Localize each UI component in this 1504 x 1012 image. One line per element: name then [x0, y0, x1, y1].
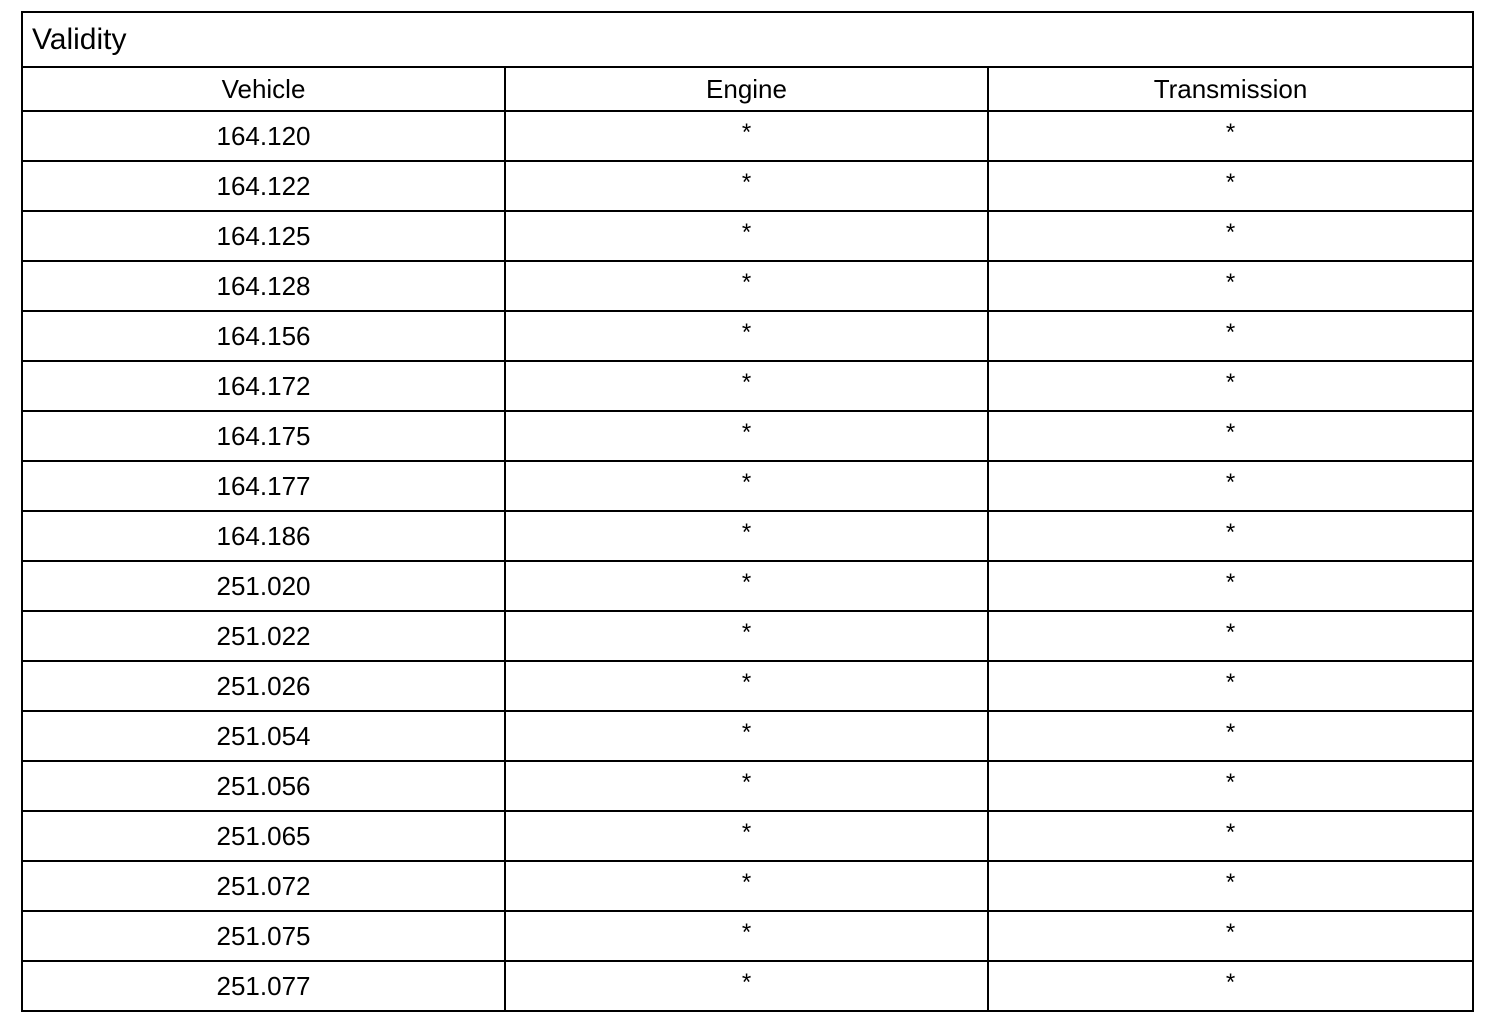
cell-transmission: * [988, 111, 1473, 161]
cell-vehicle: 251.075 [22, 911, 505, 961]
table-row [22, 461, 1473, 511]
cell-engine: * [505, 961, 988, 1011]
cell-transmission: * [988, 211, 1473, 261]
cell-vehicle: 164.186 [22, 511, 505, 561]
cell-transmission: * [988, 911, 1473, 961]
column-header-engine: Engine [505, 67, 988, 111]
cell-transmission: * [988, 861, 1473, 911]
cell-engine: * [505, 311, 988, 361]
cell-transmission: * [988, 311, 1473, 361]
cell-transmission: * [988, 661, 1473, 711]
cell-vehicle: 251.056 [22, 761, 505, 811]
cell-transmission: * [988, 761, 1473, 811]
cell-transmission: * [988, 711, 1473, 761]
table-row [22, 511, 1473, 561]
cell-vehicle: 164.125 [22, 211, 505, 261]
cell-vehicle: 164.175 [22, 411, 505, 461]
cell-engine: * [505, 411, 988, 461]
cell-vehicle: 251.077 [22, 961, 505, 1011]
cell-vehicle: 164.177 [22, 461, 505, 511]
cell-vehicle: 164.128 [22, 261, 505, 311]
cell-vehicle: 251.065 [22, 811, 505, 861]
cell-engine: * [505, 111, 988, 161]
cell-transmission: * [988, 961, 1473, 1011]
table-row [22, 661, 1473, 711]
cell-vehicle: 251.026 [22, 661, 505, 711]
table-row [22, 961, 1473, 1011]
cell-engine: * [505, 261, 988, 311]
cell-engine: * [505, 761, 988, 811]
cell-transmission: * [988, 411, 1473, 461]
cell-vehicle: 164.172 [22, 361, 505, 411]
table-row [22, 561, 1473, 611]
cell-engine: * [505, 661, 988, 711]
cell-vehicle: 164.120 [22, 111, 505, 161]
cell-vehicle: 251.020 [22, 561, 505, 611]
cell-transmission: * [988, 611, 1473, 661]
cell-engine: * [505, 711, 988, 761]
table-row [22, 711, 1473, 761]
cell-transmission: * [988, 811, 1473, 861]
cell-engine: * [505, 611, 988, 661]
table-row [22, 361, 1473, 411]
cell-transmission: * [988, 261, 1473, 311]
cell-engine: * [505, 861, 988, 911]
column-header-vehicle: Vehicle [22, 67, 505, 111]
cell-transmission: * [988, 361, 1473, 411]
table-row [22, 111, 1473, 161]
table-row [22, 211, 1473, 261]
table-row [22, 761, 1473, 811]
table-row [22, 811, 1473, 861]
table-row [22, 161, 1473, 211]
cell-engine: * [505, 161, 988, 211]
cell-engine: * [505, 561, 988, 611]
cell-transmission: * [988, 161, 1473, 211]
cell-engine: * [505, 811, 988, 861]
validity-table [21, 11, 1474, 1012]
table-body [22, 111, 1473, 1011]
column-header-transmission: Transmission [988, 67, 1473, 111]
table-row [22, 411, 1473, 461]
cell-transmission: * [988, 561, 1473, 611]
cell-transmission: * [988, 461, 1473, 511]
cell-engine: * [505, 461, 988, 511]
cell-vehicle: 251.022 [22, 611, 505, 661]
cell-vehicle: 251.072 [22, 861, 505, 911]
cell-engine: * [505, 211, 988, 261]
cell-vehicle: 251.054 [22, 711, 505, 761]
table-row [22, 911, 1473, 961]
cell-engine: * [505, 511, 988, 561]
table-row [22, 611, 1473, 661]
cell-engine: * [505, 361, 988, 411]
header-row [22, 67, 1473, 111]
table-row [22, 311, 1473, 361]
table-row [22, 261, 1473, 311]
table-title: Validity [22, 12, 1473, 67]
cell-vehicle: 164.122 [22, 161, 505, 211]
cell-engine: * [505, 911, 988, 961]
cell-transmission: * [988, 511, 1473, 561]
table-row [22, 861, 1473, 911]
cell-vehicle: 164.156 [22, 311, 505, 361]
title-row [22, 12, 1473, 67]
